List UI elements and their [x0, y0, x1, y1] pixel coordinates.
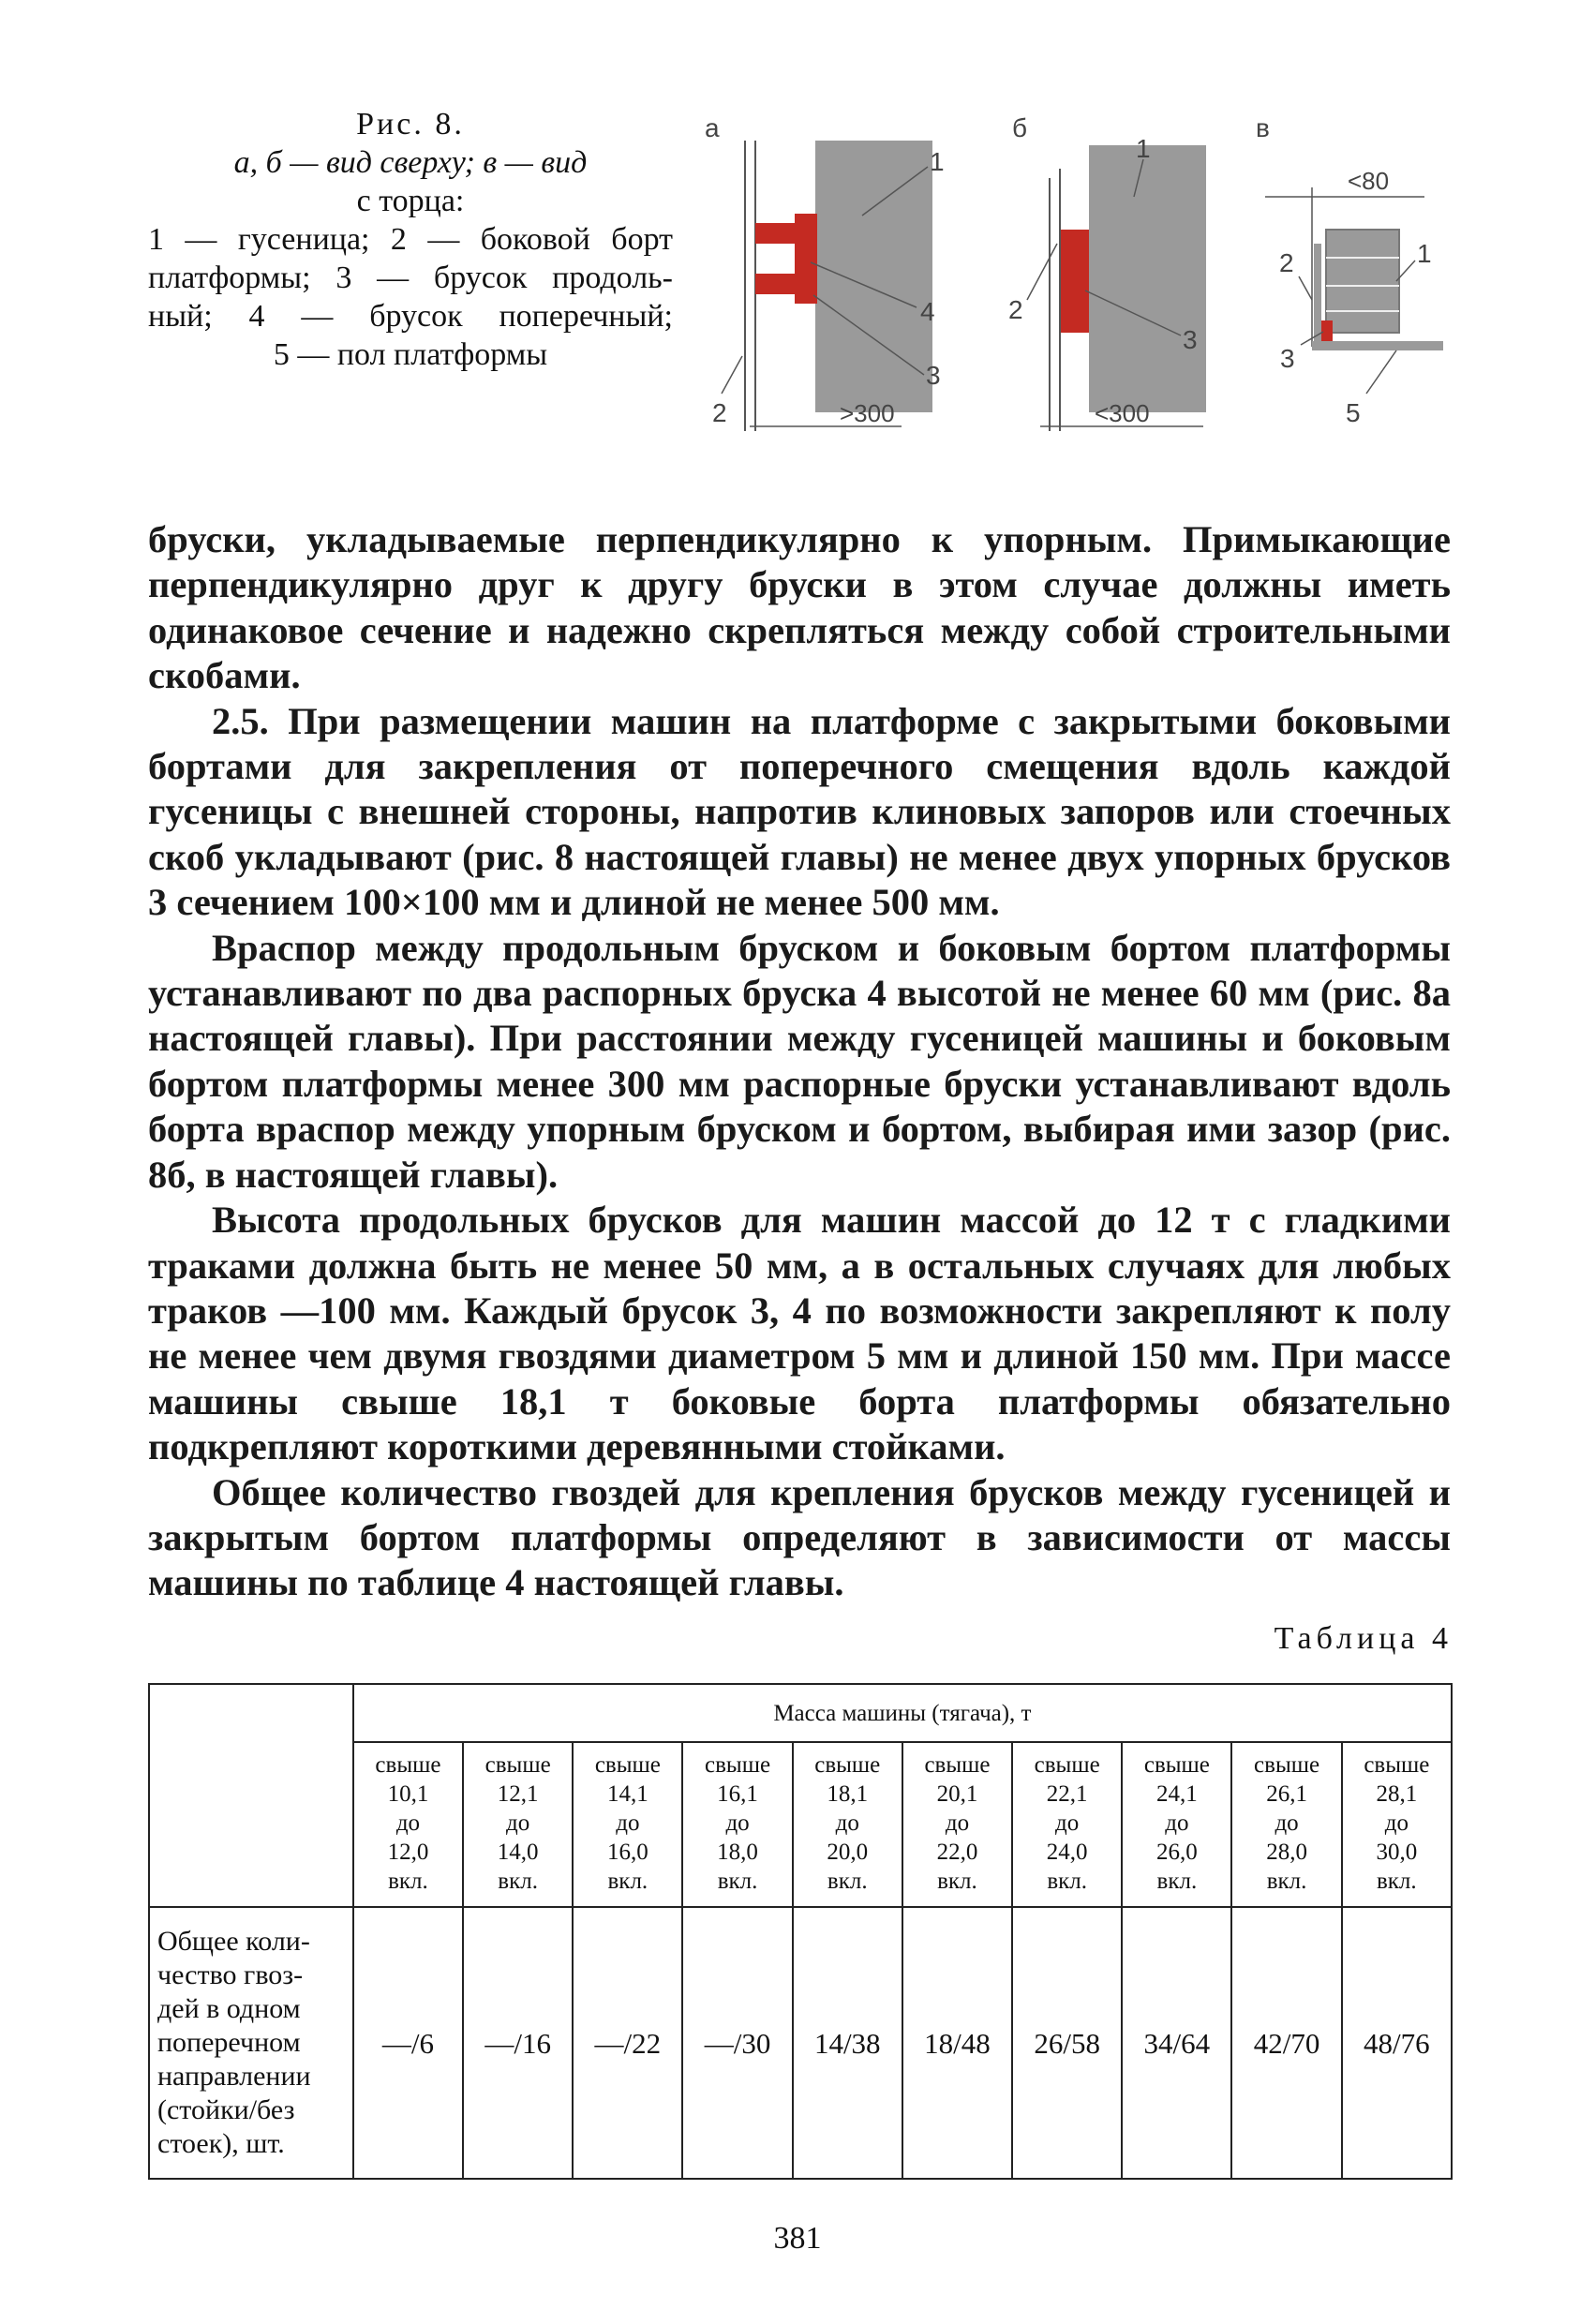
longitudinal-bar [795, 214, 817, 304]
body-text [148, 517, 1451, 1606]
column-header-line: свыше [484, 1752, 551, 1778]
row-label-line: направлении [157, 2061, 311, 2092]
side-board [1314, 244, 1321, 347]
table-cell-value: 14/38 [793, 1907, 902, 2179]
panel-label-a: а [705, 113, 720, 142]
column-header-line: вкл. [1047, 1869, 1087, 1894]
column-header-line: до [616, 1810, 640, 1836]
panel-label-c: в [1256, 113, 1270, 142]
column-header-line: 10,1 [387, 1781, 429, 1807]
caption-line: 5 — пол платформы [273, 337, 548, 372]
table-cell-value: 34/64 [1122, 1907, 1231, 2179]
callout-label: 2 [1279, 248, 1294, 277]
column-header-line: свыше [814, 1752, 881, 1778]
column-header-line: 24,0 [1046, 1840, 1088, 1865]
column-header-line: 28,1 [1376, 1781, 1418, 1807]
row-label-line: чество гвоз- [157, 1959, 304, 1990]
paragraph: Враспор между продольным бруском и боковым бортом платформы устанавливают по два распорных бруска 4 высотой не менее 60 мм (рис. 8а настоящей главы). При расстоянии между гусеницей машины и боковым бортом платформы менее 300 мм распорные бруски устанавливают вдоль борта враспор между упорным бруском и бортом, выбирая ими зазор (рис. 8б, в настоящей главы). [148, 926, 1451, 1196]
dimension-label-b: <300 [1095, 399, 1150, 427]
callout-label: 5 [1346, 398, 1361, 427]
table-column-header [1012, 1742, 1122, 1907]
column-header-line: вкл. [1156, 1869, 1198, 1894]
column-header-line: до [1384, 1810, 1409, 1836]
column-header-line: 18,0 [717, 1840, 758, 1865]
column-header-line: до [1055, 1810, 1080, 1836]
callout-label: 2 [1008, 295, 1023, 324]
figure-caption-title: Рис. 8. [356, 107, 465, 142]
table-cell-value: 42/70 [1231, 1907, 1341, 2179]
table-column-header [682, 1742, 792, 1907]
column-header-line: 26,1 [1266, 1781, 1307, 1807]
table-cell-value: 18/48 [902, 1907, 1012, 2179]
column-header-line: вкл. [827, 1869, 868, 1894]
table-column-header [1122, 1742, 1231, 1907]
column-header-line: 20,0 [827, 1840, 869, 1865]
column-header-line: до [1275, 1810, 1299, 1836]
column-header-line: 16,1 [717, 1781, 758, 1807]
table-cell-value: —/30 [682, 1907, 792, 2179]
column-header-line: 20,1 [936, 1781, 978, 1807]
callout-label: 1 [930, 147, 945, 176]
column-header-line: 26,0 [1155, 1840, 1198, 1865]
table-column-header [1342, 1742, 1452, 1907]
table-header-row [149, 1684, 1452, 1742]
spacer-bar [1061, 230, 1089, 333]
platform-floor [1312, 341, 1443, 350]
caption-line: платформы; 3 — брусок продоль- [148, 261, 673, 295]
column-header-line: до [835, 1810, 859, 1836]
row-label-line: дей в одном [157, 1993, 301, 2024]
table-corner-cell [149, 1684, 353, 1907]
table-cell-value: 26/58 [1012, 1907, 1122, 2179]
column-header-line: 24,1 [1155, 1781, 1198, 1807]
panel-a [705, 113, 945, 431]
column-header-line: 22,1 [1046, 1781, 1088, 1807]
paragraph: Общее количество гвоздей для крепления брусков между гусеницей и закрытым бортом платформы определяют в зависимости от массы машины по таблице 4 настоящей главы. [148, 1470, 1451, 1604]
paragraph: Высота продольных брусков для машин массой до 12 т с гладкими траками должна быть не менее 50 мм, а в остальных случаях для любых траков —100 мм. Каждый брусок 3, 4 по возможности закрепляют к полу не менее чем двумя гвоздями диаметром 5 мм и длиной 150 мм. При массе машины свыше 18,1 т боковые борта платформы обязательно подкрепляют короткими деревянными стойками. [148, 1199, 1451, 1468]
column-header-line: свыше [924, 1752, 991, 1778]
column-header-line: вкл. [498, 1869, 538, 1894]
row-label-line: Общее коли- [157, 1926, 310, 1957]
callout-label: 3 [926, 361, 941, 390]
callout-label: 2 [712, 398, 727, 427]
callout-label: 3 [1183, 325, 1198, 354]
column-header-line: до [945, 1810, 970, 1836]
table-cell-value: —/16 [463, 1907, 573, 2179]
column-header-line: свыше [1364, 1752, 1430, 1778]
panel-label-b: б [1012, 113, 1028, 142]
column-header-line: 12,0 [387, 1840, 429, 1865]
longitudinal-bar [1321, 320, 1333, 341]
column-header-line: вкл. [607, 1869, 648, 1894]
column-header-line: до [1165, 1810, 1189, 1836]
column-header-line: 22,0 [936, 1840, 978, 1865]
table-column-header [793, 1742, 902, 1907]
column-header-line: вкл. [717, 1869, 758, 1894]
column-header-line: до [395, 1810, 421, 1836]
page-number: 381 [773, 2221, 822, 2256]
column-header-line: вкл. [388, 1869, 428, 1894]
paragraph: 2.5. При размещении машин на платформе с закрытыми боковыми бортами для закрепления от поперечного смещения вдоль каждой гусеницы с внешней стороны, напротив клиновых запоров или стоечных скоб укладывают (рис. 8 настоящей главы) не менее двух упорных брусков 3 сечением 100×100 мм и длиной не менее 500 мм. [148, 699, 1451, 924]
column-header-line: 18,1 [827, 1781, 869, 1807]
callout-label: 3 [1280, 344, 1295, 373]
column-header-line: свыше [705, 1752, 771, 1778]
dimension-label-a: >300 [840, 399, 895, 427]
column-header-line: 14,1 [606, 1781, 648, 1807]
table-cell-value: —/22 [573, 1907, 682, 2179]
column-header-line: 14,0 [497, 1840, 539, 1865]
column-header-line: вкл. [1266, 1869, 1307, 1894]
caption-line: 1 — гусеница; 2 — боковой борт [148, 222, 673, 257]
column-header-line: 16,0 [606, 1840, 648, 1865]
row-label-line: стоек), шт. [157, 2128, 285, 2159]
table-cell-value: —/6 [353, 1907, 463, 2179]
column-header-line: 12,1 [497, 1781, 539, 1807]
figure-caption [148, 105, 673, 374]
callout-label: 1 [1136, 134, 1151, 163]
table-column-header [353, 1742, 463, 1907]
panel-b [1008, 113, 1206, 431]
table-column-header [463, 1742, 573, 1907]
column-header-line: свыше [1254, 1752, 1320, 1778]
caption-line: с торца: [356, 184, 465, 218]
table-group-header: Масса машины (тягача), т [353, 1684, 1452, 1742]
table-column-header [573, 1742, 682, 1907]
table-cell-value: 48/76 [1342, 1907, 1452, 2179]
track-shape [1326, 230, 1399, 333]
callout-label: 4 [920, 297, 935, 326]
column-header-line: свыше [1143, 1752, 1210, 1778]
column-header-line: 28,0 [1266, 1840, 1307, 1865]
column-header-line: вкл. [1376, 1869, 1417, 1894]
track-shape [1089, 145, 1206, 412]
table-row [149, 1907, 1452, 2179]
row-label-line: поперечном [157, 2027, 301, 2058]
column-header-line: вкл. [937, 1869, 977, 1894]
column-header-line: до [725, 1810, 750, 1836]
dimension-label-c: <80 [1348, 167, 1390, 195]
nail-count-table [148, 1683, 1453, 2180]
column-header-line: свыше [375, 1752, 441, 1778]
column-header-line: до [506, 1810, 530, 1836]
column-header-line: свыше [594, 1752, 661, 1778]
column-header-line: 30,0 [1376, 1840, 1418, 1865]
table-title: Таблица 4 [1274, 1621, 1453, 1656]
caption-line: а, б — вид сверху; в — вид [233, 145, 588, 180]
column-header-line: свыше [1034, 1752, 1100, 1778]
figure-8-drawing [656, 103, 1518, 459]
table-column-header [902, 1742, 1012, 1907]
callout-label: 1 [1417, 239, 1432, 268]
table-column-header [1231, 1742, 1341, 1907]
panel-c [1256, 113, 1443, 427]
row-label-line: (стойки/без [157, 2094, 295, 2125]
table-row-label [149, 1907, 353, 2179]
paragraph: бруски, укладываемые перпендикулярно к упорным. Примыкающие перпендикулярно друг к другу бруски в этом случае должны иметь одинаковое сечение и надежно скрепляться между собой строительными скобами. [148, 518, 1451, 697]
caption-line: ный; 4 — брусок поперечный; [148, 299, 673, 334]
track-shape [815, 141, 932, 412]
